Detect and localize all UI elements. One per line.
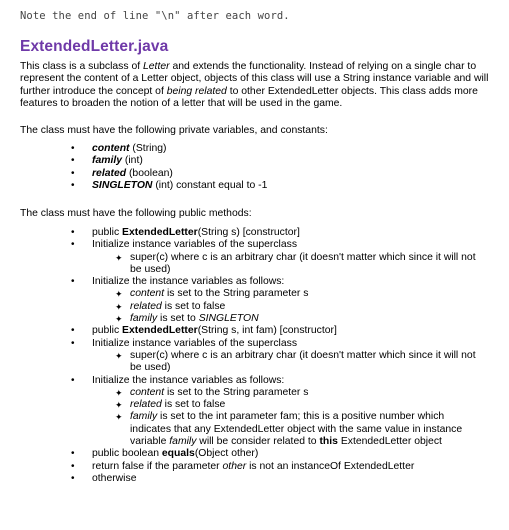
sub-item: [92, 399, 480, 411]
step-text: is not an instanceOf ExtendedLetter: [246, 460, 415, 472]
method-constructor-2: [0, 325, 492, 337]
var-name: SINGLETON: [92, 179, 153, 191]
step-text: Initialize the instance variables as follows:: [92, 276, 285, 288]
method-step: [0, 338, 492, 375]
method-step: [0, 375, 492, 449]
sub-list: [92, 350, 492, 375]
method-name: ExtendedLetter: [122, 325, 198, 337]
sub-var: related: [130, 300, 162, 312]
step-text: return false if the parameter: [92, 460, 223, 472]
intro-text: This class is a subclass of: [20, 61, 143, 72]
sub-var: content: [130, 386, 165, 398]
sub-list: [92, 387, 492, 448]
method-step: [0, 239, 492, 276]
var-type: (int): [122, 155, 143, 167]
method-step: [0, 461, 492, 473]
sub-text: is set to: [157, 313, 199, 325]
sub-list: [92, 288, 492, 325]
sub-text: is set to the String parameter s: [164, 288, 309, 300]
sub-var: family: [130, 411, 158, 423]
sub-item: [92, 252, 480, 277]
method-signature: (String s) [constructor]: [197, 227, 300, 238]
sub-var: related: [130, 399, 162, 411]
public-methods-list: [0, 227, 509, 485]
sub-text: super(c) where c is an arbitrary char (it doesn't matter which since it will not be used): [130, 251, 476, 275]
private-var-item: [0, 143, 492, 155]
intro-letter-class: Letter: [143, 61, 170, 72]
sub-text: is set to false: [161, 300, 226, 312]
sub-item: [92, 301, 480, 313]
intro-paragraph: [20, 61, 505, 110]
method-modifier: public: [92, 227, 123, 238]
sub-text: ExtendedLetter object: [337, 436, 442, 448]
sub-text: is set to the String parameter s: [164, 386, 309, 398]
sub-item: [92, 387, 480, 399]
method-modifier: public boolean: [92, 448, 162, 460]
var-name: family: [92, 155, 123, 167]
var-type: (boolean): [126, 167, 173, 179]
var-name: related: [92, 167, 127, 179]
var-type: (String): [129, 143, 167, 154]
page-title: ExtendedLetter.java: [20, 38, 169, 55]
method-signature: (Object other): [194, 448, 259, 460]
method-constructor-1: [0, 227, 492, 239]
method-equals: [0, 448, 492, 460]
var-name: content: [92, 143, 130, 154]
intro-text: to other ExtendedLetter objects. This class adds more features to broaden the notion of a letter that will be used in the game.: [20, 85, 478, 109]
step-text: Initialize the instance variables as follows:: [92, 374, 285, 386]
private-var-item: [0, 180, 492, 192]
step-text: Initialize instance variables of the superclass: [92, 337, 298, 349]
step-text: otherwise: [92, 472, 137, 484]
method-name: equals: [161, 448, 195, 460]
instruction-note: Note the end of line "\n" after each word.: [20, 10, 290, 22]
sub-item: [92, 288, 480, 300]
sub-item: [92, 350, 480, 375]
sub-text: super(c) where c is an arbitrary char (it doesn't matter which since it will not be used): [130, 349, 476, 374]
method-step: [0, 473, 492, 485]
sub-list: [92, 252, 492, 277]
sub-var: family: [169, 436, 197, 448]
public-methods-heading: The class must have the following public methods:: [20, 208, 252, 219]
private-vars-list: [0, 143, 509, 192]
sub-text: is set to the int parameter fam; this is a positive number which indicates that any ExtendedLetter object with the same value in instance variable: [130, 411, 463, 448]
private-vars-heading: The class must have the following private variables, and constants:: [20, 125, 328, 136]
method-name: ExtendedLetter: [122, 227, 198, 238]
sub-emphasis: this: [319, 436, 338, 448]
sub-item: [92, 411, 480, 448]
method-step: [0, 276, 492, 325]
step-var: other: [222, 460, 247, 472]
sub-text: is set to false: [161, 399, 226, 411]
sub-item: [92, 313, 480, 325]
private-var-item: [0, 168, 492, 180]
sub-var: content: [130, 288, 165, 300]
method-modifier: public: [92, 325, 123, 337]
sub-text: will be consider related to: [196, 436, 320, 448]
sub-var: SINGLETON: [198, 313, 259, 325]
step-text: Initialize instance variables of the superclass: [92, 239, 298, 251]
private-var-item: [0, 155, 492, 167]
intro-text: and extends the functionality. Instead of relying on a single char to represent the content of a Letter object, objects of this class will use a String instance variable and will further introduce the concept of: [20, 61, 489, 97]
sub-var: family: [130, 313, 158, 325]
method-signature: (String s, int fam) [constructor]: [197, 325, 337, 337]
intro-being-related: being related: [166, 85, 227, 97]
var-type: (int) constant equal to -1: [152, 179, 268, 191]
